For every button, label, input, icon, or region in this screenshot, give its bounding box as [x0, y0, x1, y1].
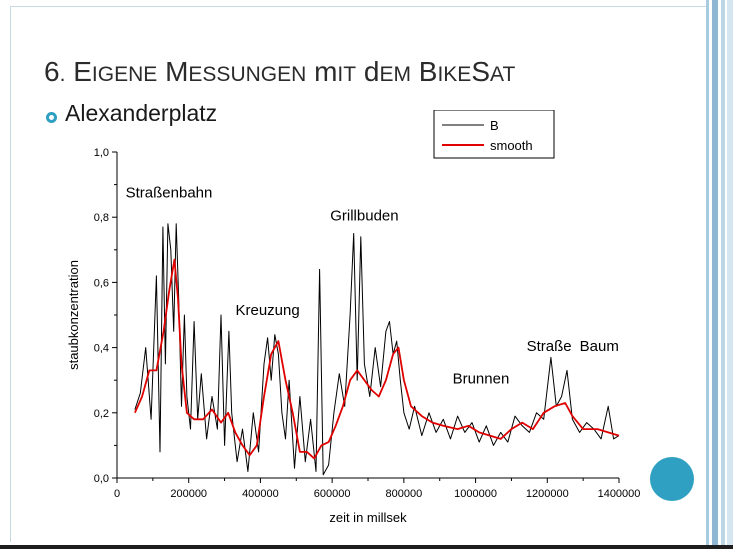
annotation-label: Baum [579, 337, 619, 355]
y-tick-label: 0,2 [93, 407, 109, 420]
y-tick-label: 0,4 [93, 342, 109, 355]
x-tick-label: 200000 [170, 488, 208, 500]
slide-title: 6. EIGENE MESSUNGEN mIT dEM BIKESAT [44, 56, 516, 87]
annotation-label: Straße [526, 337, 572, 355]
annotation-label: Kreuzung [235, 302, 300, 319]
decor-stripe [706, 0, 709, 545]
decor-stripe [721, 0, 725, 545]
legend-entry: B [490, 118, 499, 133]
annotation-label: Grillbuden [330, 207, 399, 225]
annotation-label: Brunnen [452, 370, 510, 388]
bullet-text: Alexanderplatz [65, 100, 218, 126]
y-tick-label: 0,0 [93, 473, 109, 485]
bottom-rule [0, 545, 733, 549]
x-tick-label: 800000 [385, 488, 423, 500]
circle-nav-icon[interactable] [650, 457, 694, 501]
annotation-label: Straßenbahn [125, 184, 213, 202]
x-axis-label: zeit in millsek [329, 510, 407, 525]
line-chart [60, 110, 660, 540]
x-tick-label: 600000 [313, 488, 351, 500]
x-tick-label: 1400000 [597, 488, 641, 500]
x-tick-label: 1000000 [454, 488, 497, 500]
ring-bullet-icon [46, 112, 57, 123]
top-rule [10, 6, 707, 7]
x-tick-label: 400000 [242, 488, 279, 500]
x-tick-label: 1200000 [525, 488, 569, 500]
x-tick-label: 0 [113, 488, 121, 500]
decor-stripe [727, 0, 733, 545]
legend-entry: smooth [490, 138, 533, 153]
y-tick-label: 0,6 [93, 277, 109, 290]
left-rule [10, 6, 11, 542]
y-tick-label: 0,8 [93, 212, 109, 225]
y-tick-label: 1,0 [93, 147, 109, 159]
y-axis-label: staubkonzentration [66, 260, 81, 370]
decor-stripe [712, 0, 718, 545]
